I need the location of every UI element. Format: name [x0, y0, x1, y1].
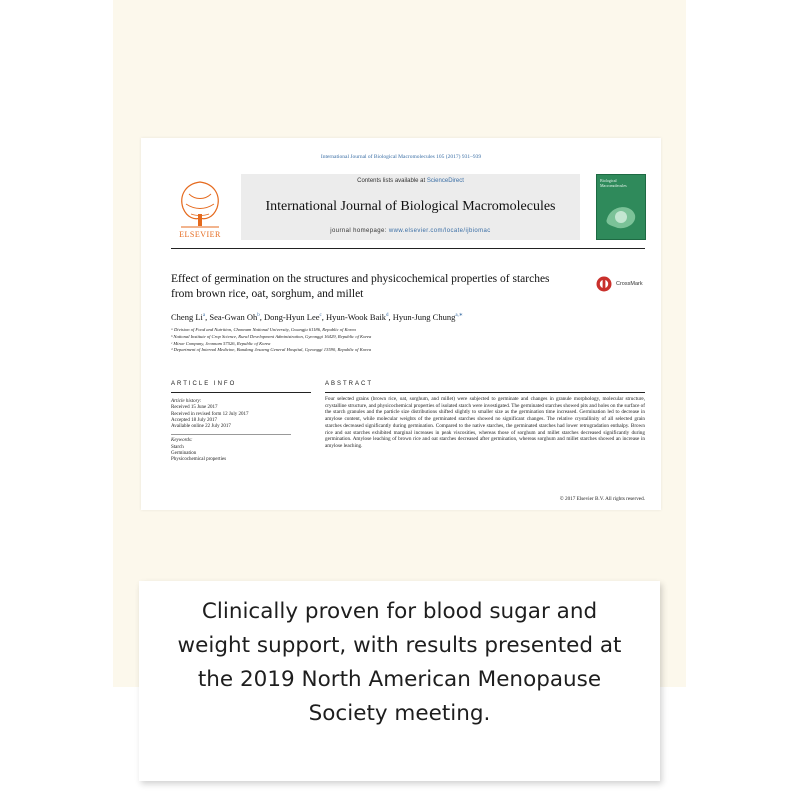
- affiliation: ᵇ National Institute of Crop Science, Rural Development Administration, Gyeonggi 16429, Republic of Korea: [171, 333, 372, 339]
- article-info-heading: ARTICLE INFO: [171, 381, 237, 387]
- author-name: Dong-Hyun Lee: [264, 312, 320, 322]
- homepage-link[interactable]: www.elsevier.com/locate/ijbiomac: [388, 228, 491, 234]
- author-sup: c: [319, 313, 322, 319]
- author-name: Hyun-Wook Baik: [326, 312, 386, 322]
- history-item: Received 15 June 2017: [171, 405, 218, 411]
- author-sup: b: [257, 313, 260, 319]
- info-divider: [171, 430, 291, 435]
- contents-line: [241, 178, 580, 184]
- crossmark-badge[interactable]: [596, 276, 656, 294]
- article-title: Effect of germination on the structures and physicochemical properties of starches from brown rice, oat, sorghum, and millet: [171, 273, 550, 300]
- journal-title: International Journal of Biological Macromolecules: [265, 199, 556, 214]
- abstract-heading: ABSTRACT: [325, 381, 374, 387]
- affiliation: ᵈ Department of Internal Medicine, Bundang Jesaeng General Hospital, Gyeonggi 13590, Republic of Korea: [171, 347, 372, 353]
- author-name: Cheng Li: [171, 312, 203, 322]
- journal-homepage: [241, 228, 580, 234]
- keyword: Starch: [171, 444, 184, 450]
- copyright-line: © 2017 Elsevier B.V. All rights reserved.: [559, 496, 645, 502]
- journal-header: [241, 174, 580, 240]
- crossmark-icon: [596, 276, 612, 292]
- contents-prefix: Contents lists available at: [357, 178, 427, 184]
- elsevier-wordmark: ELSEVIER: [179, 230, 221, 239]
- header-rule: [171, 248, 645, 249]
- history-item: Received in revised form 12 July 2017: [171, 411, 249, 417]
- journal-cover: [596, 174, 646, 240]
- affiliation-list: [171, 327, 641, 354]
- journal-citation: International Journal of Biological Macromolecules 105 (2017) 931–939: [320, 154, 482, 160]
- history-label: Article history:: [171, 399, 202, 404]
- history-item: Available online 22 July 2017: [171, 424, 231, 430]
- keywords-label: Keywords:: [171, 438, 193, 444]
- sciencedirect-link[interactable]: ScienceDirect: [426, 178, 464, 184]
- paper-excerpt: [141, 138, 661, 510]
- cover-title: Biological Macromolecules: [600, 178, 627, 188]
- keyword: Germination: [171, 451, 197, 457]
- article-info-rule: [171, 392, 311, 393]
- abstract-rule: [325, 392, 645, 393]
- homepage-prefix: journal homepage:: [330, 228, 389, 234]
- caption-text: Clinically proven for blood sugar and weight support, with results presented at the 2019 North American Menopause Society meeting.: [177, 599, 622, 726]
- author-name: Hyun-Jung Chung: [392, 312, 456, 322]
- affiliation: ᵃ Division of Food and Nutrition, Chonnam National University, Gwangju 61186, Republic of Korea: [171, 327, 356, 332]
- abstract-text: Four selected grains (brown rice, oat, sorghum, and millet) were subjected to germinate and changes in granule morphology, molecular structure, crystalline structure, and physicochemical properties of isolated starch were investigated. The germinated starches showed pits and holes on the surface of the starch granules and the particle size distributions shifted slightly to smaller size as the germination time increased. Germination led to decrease in amylose content, while molecular weights of the germinated starches showed no significant changes. The relative crystallinity of all selected grain starches decreased significantly during germination. Compared to the native starches, the germinated starches had lower retrogradation enthalpy. Brown rice and oat starches exhibited marginal increases in peak viscosities, whereas those of sorghum and millet starches decreased significantly during germination. Amylose leaching of brown rice and oat starches decreased after germination, whereas sorghum and millet starches showed an increase in amylose leaching.: [325, 396, 645, 449]
- cover-graphic-icon: [603, 199, 639, 233]
- author-sup: a: [202, 313, 206, 319]
- affiliation: ᶜ Mirae Company, Jeonnam 57526, Republic of Korea: [171, 340, 271, 346]
- author-sup: a,∗: [455, 313, 463, 319]
- author-list: Cheng Li$^a$, Sea-Gwan Oh$^b$, Dong-Hyun Lee$^c$, Hyun-Wook Baik$^d$, Hyun-Jung Chung$^{a,∗}$: [171, 312, 463, 322]
- keyword: Physicochemical properties: [171, 457, 227, 463]
- caption-card: [139, 581, 660, 781]
- author-name: Sea-Gwan Oh: [209, 312, 258, 322]
- article-info: [171, 399, 291, 464]
- author-sup: d: [386, 313, 389, 319]
- crossmark-label: CrossMark: [616, 281, 643, 287]
- history-item: Accepted 18 July 2017: [171, 417, 217, 423]
